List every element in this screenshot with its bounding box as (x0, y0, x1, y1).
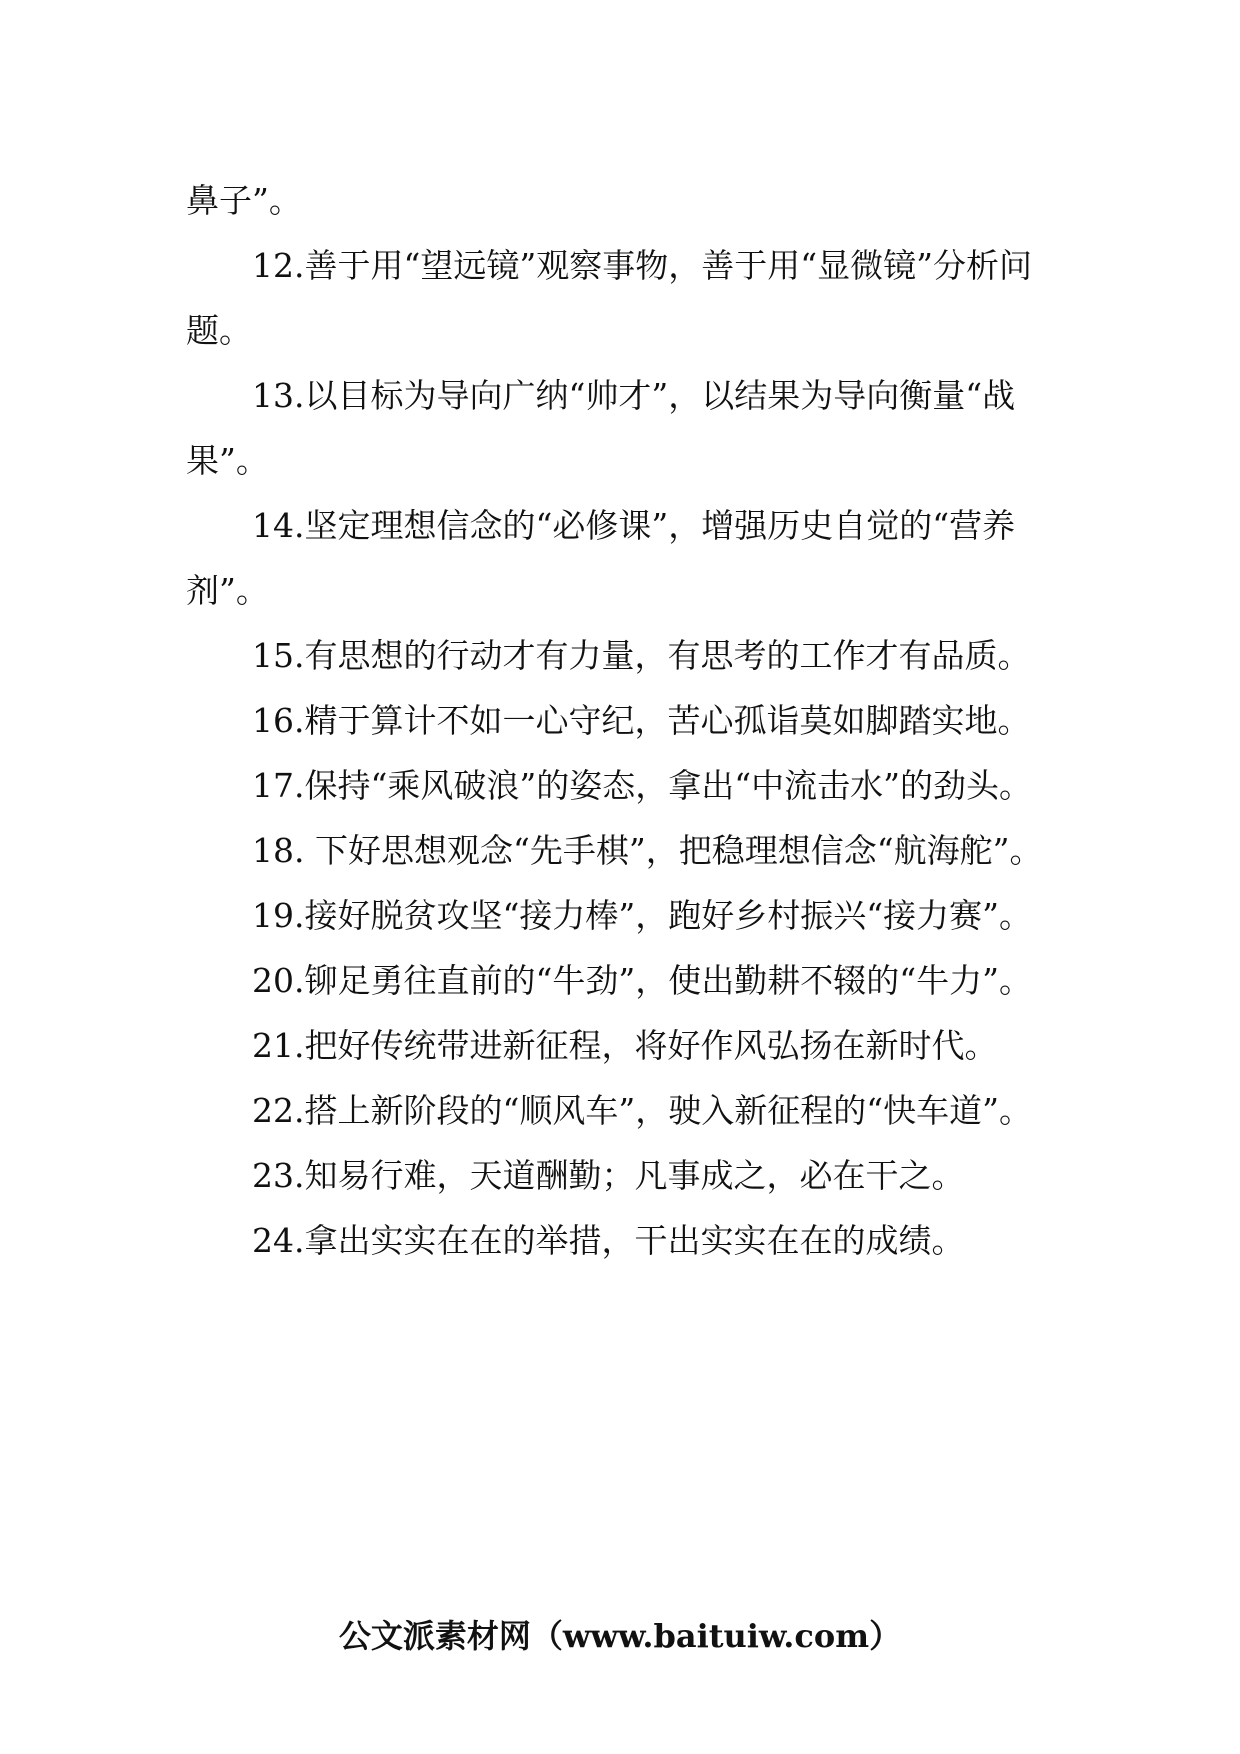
paragraph: 21.把好传统带进新征程，将好作风弘扬在新时代。 (252, 1026, 998, 1065)
paragraph: 22.搭上新阶段的“顺风车”，驶入新征程的“快车道”。 (252, 1091, 1032, 1130)
footer-source-line: 公文派素材网（www.baituiw.com） (338, 1617, 902, 1655)
paragraph: 19.接好脱贫攻坚“接力棒”，跑好乡村振兴“接力赛”。 (252, 896, 1032, 935)
paragraph: 18. 下好思想观念“先手棋”，把稳理想信念“航海舵”。 (252, 831, 1043, 870)
paragraph: 14.坚定理想信念的“必修课”，增强历史自觉的“营养剂”。 (186, 506, 1016, 610)
paragraph: 13.以目标为导向广纳“帅才”，以结果为导向衡量“战果”。 (186, 376, 1016, 480)
paragraph: 17.保持“乘风破浪”的姿态，拿出“中流击水”的劲头。 (252, 766, 1032, 805)
paragraph: 12.善于用“望远镜”观察事物，善于用“显微镜”分析问题。 (186, 246, 1032, 350)
paragraph: 15.有思想的行动才有力量，有思考的工作才有品质。 (252, 636, 1031, 675)
paragraph: 鼻子”。 (186, 181, 302, 220)
document-body (186, 168, 1056, 1273)
paragraph: 23.知易行难，天道酬勤；凡事成之，必在干之。 (252, 1156, 965, 1195)
paragraph: 16.精于算计不如一心守纪，苦心孤诣莫如脚踏实地。 (252, 701, 1031, 740)
paragraph: 24.拿出实实在在的举措，干出实实在在的成绩。 (252, 1221, 965, 1260)
paragraph: 20.铆足勇往直前的“牛劲”，使出勤耕不辍的“牛力”。 (252, 961, 1032, 1000)
